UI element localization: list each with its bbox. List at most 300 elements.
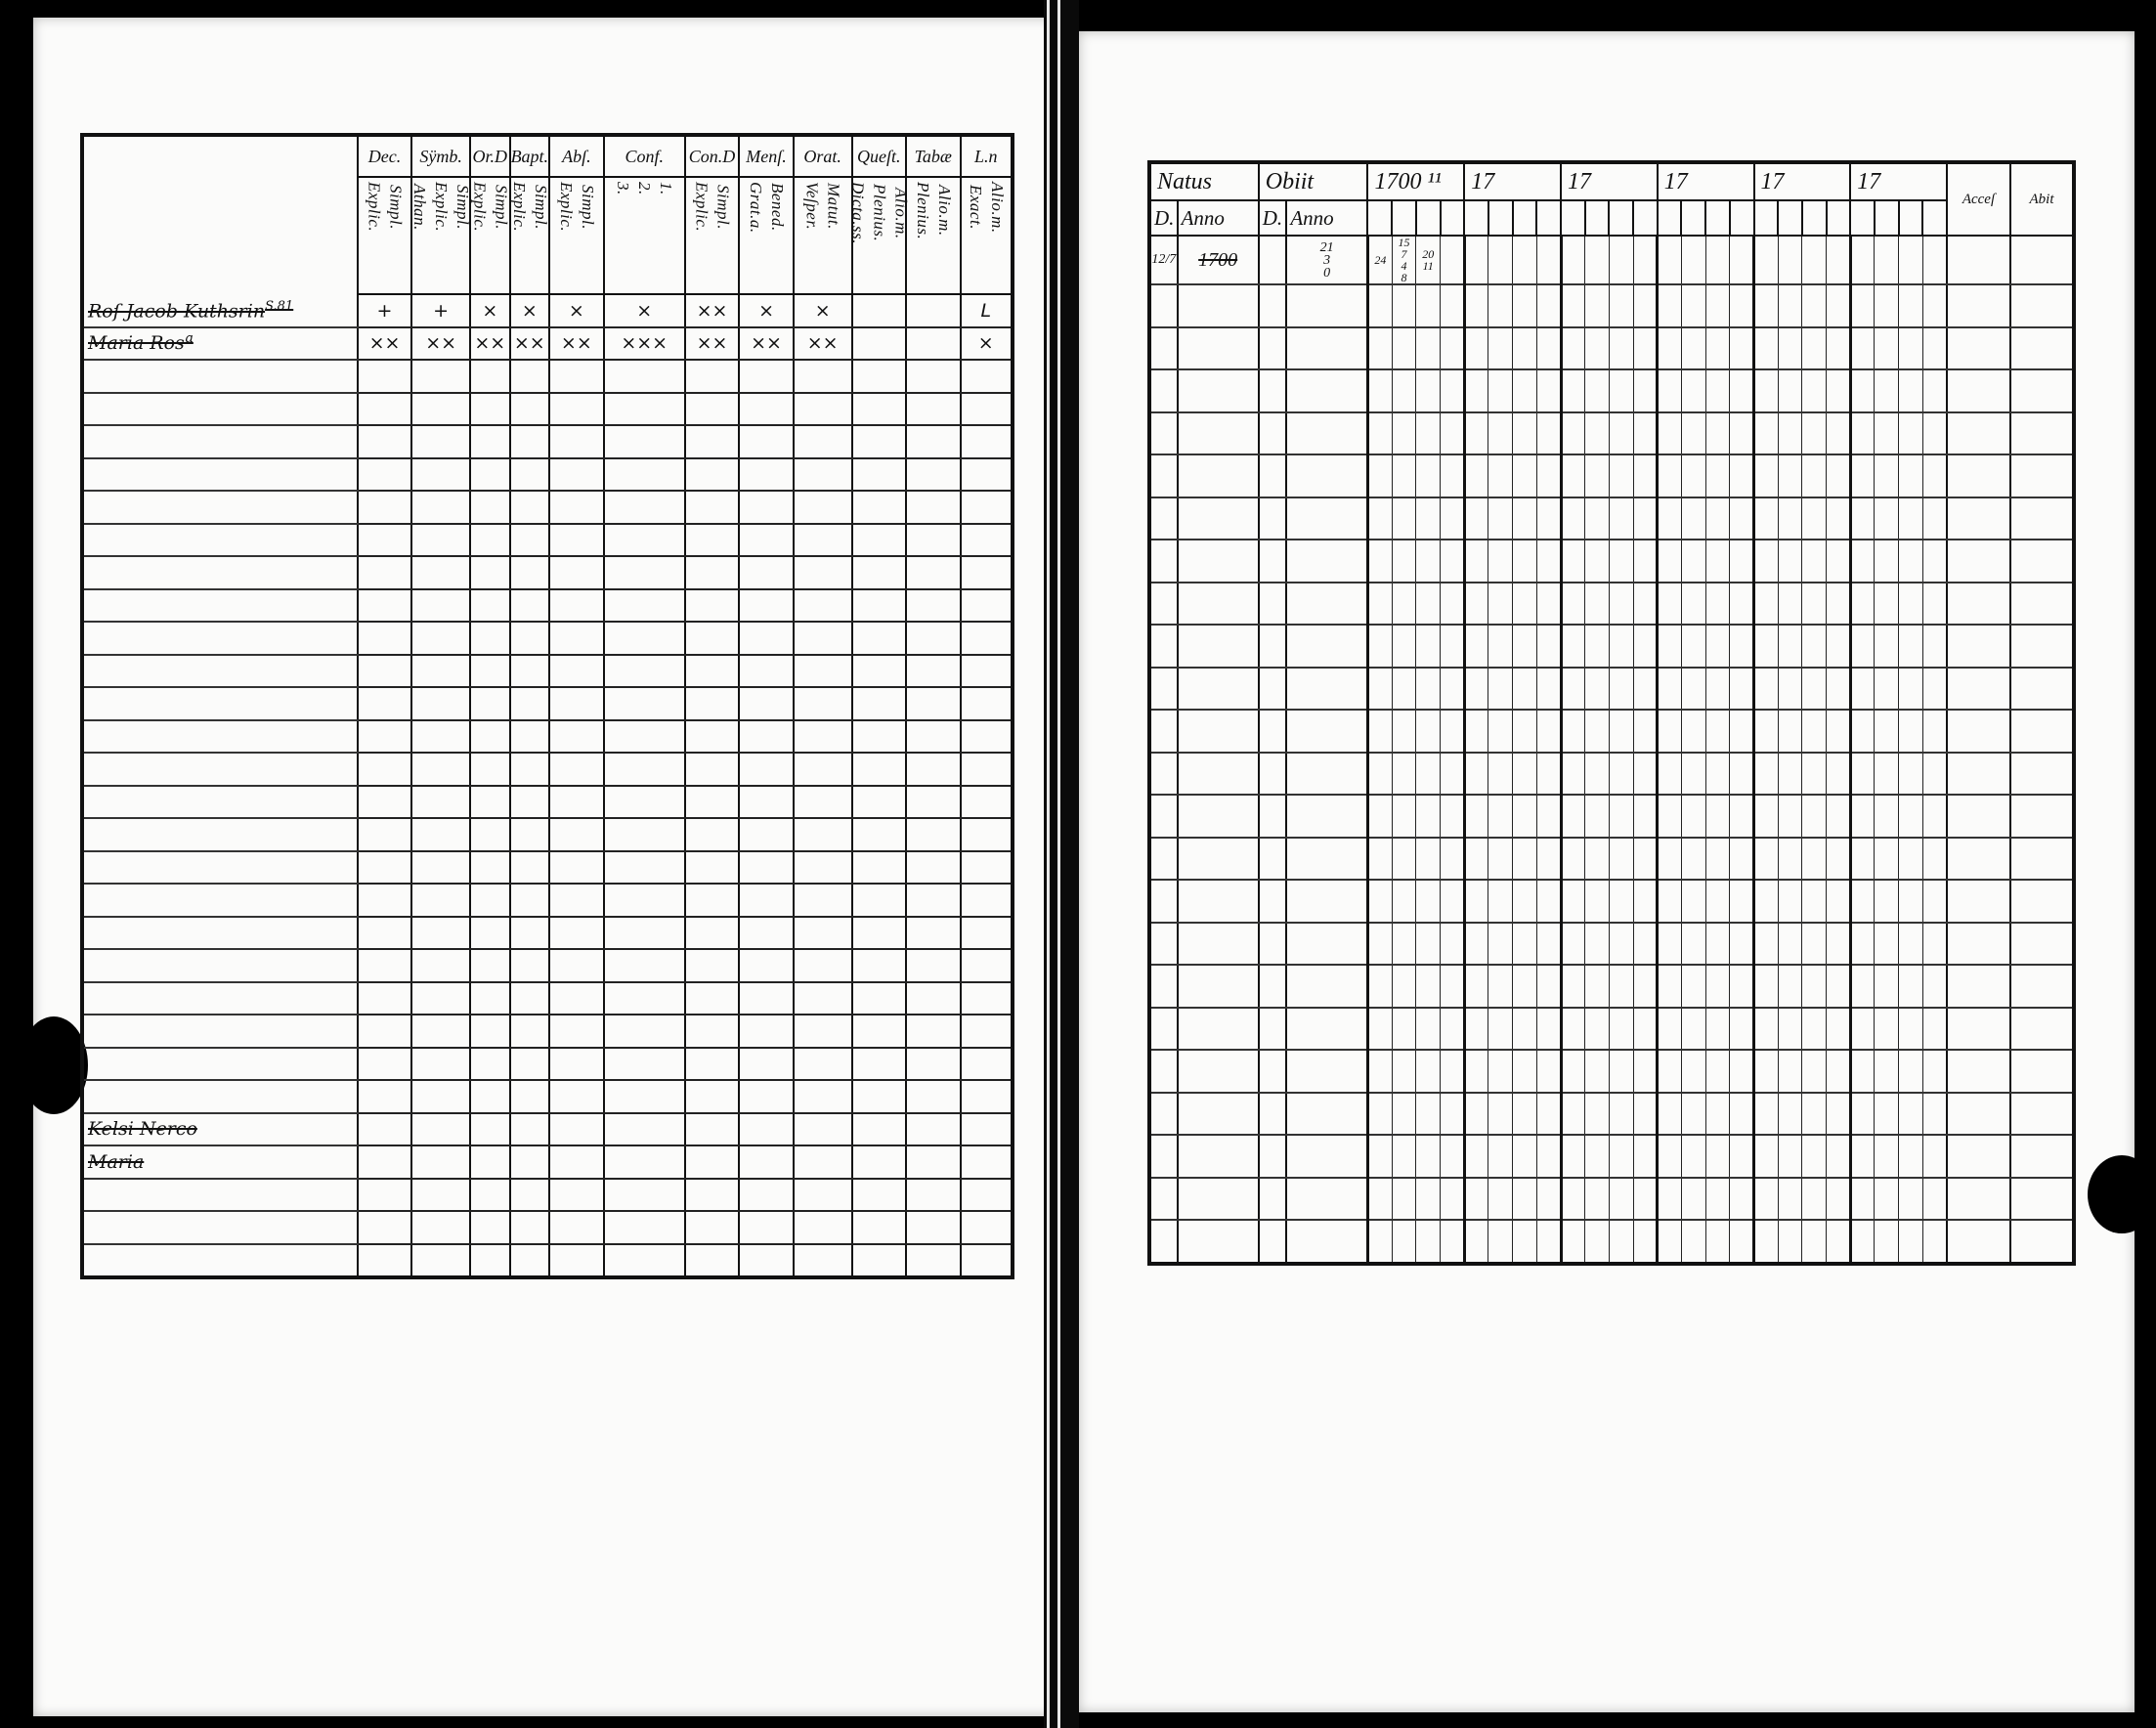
register-cell [1947,1050,2010,1093]
register-cell [1778,1008,1802,1051]
mark-cell [906,753,960,786]
mark-cell [794,425,852,458]
tick-mark: ×× [425,332,457,355]
mark-cell [852,327,906,361]
register-cell [1367,795,1392,838]
register-cell [1392,327,1416,370]
register-cell [1178,412,1259,455]
register-row [1149,1178,2074,1221]
register-cell [1367,583,1392,626]
register-cell [1513,1093,1537,1136]
register-cell [1730,540,1754,583]
register-cell [1178,497,1259,540]
column-group-header: Sÿmb. [411,135,470,177]
register-cell [1922,838,1947,881]
mark-cell [794,1048,852,1081]
mark-cell [906,949,960,982]
register-cell [1802,327,1827,370]
register-cell [1827,625,1851,668]
mark-cell [604,524,685,557]
mark-cell [470,524,510,557]
subheader-stack [848,178,911,244]
register-cell [1513,668,1537,711]
mark-cell [510,393,550,426]
register-cell [1392,668,1416,711]
mark-cell [794,1179,852,1212]
mark-cell [470,917,510,950]
name-cell [82,1145,358,1179]
subheader-label: Exact. [966,185,985,231]
register-cell [1850,795,1875,838]
mark-cell [852,1015,906,1048]
mark-cell [604,818,685,851]
register-cell [1367,1178,1392,1221]
register-cell [1392,923,1416,966]
register-cell [1609,284,1633,327]
register-cell [1536,540,1561,583]
register-cell [2010,497,2074,540]
register-cell [1392,284,1416,327]
mark-cell [510,622,550,655]
mark-cell [685,720,739,754]
mark-cell [794,294,852,327]
register-cell [2010,923,2074,966]
mark-cell [470,949,510,982]
register-cell [1658,838,1682,881]
register-cell [1367,668,1392,711]
register-cell [1416,1135,1441,1178]
register-cell [1513,838,1537,881]
mark-cell [852,589,906,623]
register-cell [1286,880,1367,923]
register-cell [1536,1178,1561,1221]
register-cell [1778,1050,1802,1093]
register-cell [1850,497,1875,540]
mark-cell [604,786,685,819]
mark-cell [470,458,510,492]
register-cell [1259,284,1287,327]
register-cell [1850,454,1875,497]
register-cell [1681,965,1705,1008]
register-cell [1899,1220,1923,1264]
register-cell [1441,668,1465,711]
register-cell [1633,1220,1658,1264]
name-cell [82,393,358,426]
register-cell [1827,668,1851,711]
mark-cell [510,917,550,950]
name-cell [82,294,358,327]
register-cell [1681,369,1705,412]
register-cell [1633,753,1658,796]
mark-cell [358,589,411,623]
mark-cell [906,1080,960,1113]
register-cell [1609,1178,1633,1221]
register-cell [1778,327,1802,370]
column-group-header: Abſ. [549,135,603,177]
mark-cell [358,393,411,426]
mark-cell [961,1080,1013,1113]
subheader-stack [686,178,738,232]
register-cell [1658,327,1682,370]
mark-cell [470,360,510,393]
register-row [82,949,1013,982]
mark-cell [852,949,906,982]
register-cell [1754,880,1779,923]
mark-cell [685,1211,739,1244]
subheader-label: Explic. [509,182,529,233]
register-cell [1416,1008,1441,1051]
register-cell [1681,497,1705,540]
tick-mark: × [482,299,498,322]
name-cell [82,458,358,492]
subheader-stack [550,178,602,232]
register-cell [1609,497,1633,540]
mark-cell [852,655,906,688]
register-cell [1178,753,1259,796]
obiit-value: 3 [1323,252,1331,268]
register-cell [1633,838,1658,881]
mark-cell [549,949,603,982]
mark-cell [794,982,852,1015]
mark-cell [739,720,793,754]
register-cell [1149,284,1178,327]
register-cell [1705,923,1730,966]
name-cell [82,1113,358,1146]
mark-cell [906,1145,960,1179]
subheader-label: Veſper. [802,182,822,231]
mark-cell [549,589,603,623]
register-cell [2010,236,2074,284]
register-cell [1286,284,1367,327]
mark-cell [739,851,793,885]
mark-cell [470,786,510,819]
register-cell [1899,369,1923,412]
mark-cell [470,1211,510,1244]
mark-cell [906,327,960,361]
register-cell [1513,1135,1537,1178]
mark-cell [549,1080,603,1113]
register-cell [1899,753,1923,796]
register-cell [1464,454,1488,497]
register-cell [1609,369,1633,412]
mark-cell [852,556,906,589]
register-cell [1778,1135,1802,1178]
mark-cell [358,524,411,557]
mark-cell [470,1048,510,1081]
mark-cell [604,1244,685,1278]
register-row [1149,753,2074,796]
register-cell [1850,284,1875,327]
mark-cell [739,425,793,458]
register-cell [1681,236,1705,284]
register-cell [1681,1178,1705,1221]
register-cell [1875,625,1899,668]
register-cell [1149,1135,1178,1178]
register-cell [1827,965,1851,1008]
register-cell [1585,880,1610,923]
register-cell [1416,923,1441,966]
mark-cell [794,1145,852,1179]
year-subcolumn-header [1705,200,1730,236]
mark-cell [739,1244,793,1278]
column-subheader-cell [510,177,550,294]
register-cell [1259,369,1287,412]
register-cell [1633,710,1658,753]
register-cell [1922,284,1947,327]
mark-cell [470,1244,510,1278]
register-cell [1827,540,1851,583]
register-row [82,524,1013,557]
register-cell [1850,668,1875,711]
register-cell [2010,880,2074,923]
subheader-label: 1. [657,182,676,195]
register-cell [1149,965,1178,1008]
year-subcolumn-header [1464,200,1488,236]
register-cell [1464,327,1488,370]
register-cell [1536,369,1561,412]
mark-cell [739,360,793,393]
register-cell [1658,1008,1682,1051]
year-subcolumn-header [1875,200,1899,236]
year-group-header [1754,162,1851,200]
mark-cell [685,622,739,655]
subheader-label: Simpl. [492,184,511,230]
register-cell [1802,540,1827,583]
subheader-label: Bened. [768,183,788,233]
mark-cell [739,1048,793,1081]
mark-cell [549,786,603,819]
mark-cell [411,1211,470,1244]
register-row [1149,1093,2074,1136]
mark-cell [470,556,510,589]
register-cell [1416,454,1441,497]
mark-cell [510,1048,550,1081]
register-row [1149,1050,2074,1093]
register-cell [1149,753,1178,796]
register-cell [1899,497,1923,540]
register-cell [1585,625,1610,668]
register-cell [1536,327,1561,370]
register-cell [1513,795,1537,838]
register-cell [1850,1008,1875,1051]
register-cell [1259,1220,1287,1264]
register-cell [1367,327,1392,370]
register-cell [1705,838,1730,881]
register-cell [1827,795,1851,838]
register-cell [1149,1050,1178,1093]
register-cell [1802,412,1827,455]
mark-cell [906,851,960,885]
register-cell [1730,625,1754,668]
mark-cell [906,917,960,950]
register-cell [1609,753,1633,796]
obiit-value: 21 [1319,239,1334,255]
mark-cell [685,1244,739,1278]
register-cell [1609,327,1633,370]
register-cell [1947,1093,2010,1136]
column-group-header: Queſt. [852,135,906,177]
register-cell [1488,710,1513,753]
register-cell [1899,1050,1923,1093]
mark-cell [358,786,411,819]
register-cell [1392,1135,1416,1178]
name-annotation: S.81 [265,298,294,314]
register-cell [1681,668,1705,711]
catechism-register-table [80,133,1014,1279]
mark-cell [510,851,550,885]
register-cell [1827,236,1851,284]
register-cell [1705,497,1730,540]
mark-cell [906,458,960,492]
year-subcolumn-header [1392,200,1416,236]
mark-cell [549,982,603,1015]
register-cell [1754,1178,1779,1221]
register-row [82,1244,1013,1278]
mark-cell [794,720,852,754]
mark-cell [739,622,793,655]
name-column-subheader [82,177,358,294]
subheader-label: Explic. [432,182,452,233]
mark-cell [685,360,739,393]
register-cell [1658,880,1682,923]
register-cell [2010,327,2074,370]
register-cell [1367,1220,1392,1264]
register-cell [1286,327,1367,370]
register-cell [2010,753,2074,796]
mark-cell [358,982,411,1015]
register-cell [1850,1220,1875,1264]
register-cell [1922,583,1947,626]
register-cell [1536,710,1561,753]
register-cell [1464,1093,1488,1136]
column-subheader-cell [906,177,960,294]
subheader-label: 2. [635,182,655,195]
register-cell [1416,540,1441,583]
register-cell [1149,412,1178,455]
mark-cell [794,655,852,688]
register-cell [1705,412,1730,455]
mark-cell [906,1015,960,1048]
subheader-label: Alio.m. [934,185,954,237]
register-row [1149,923,2074,966]
register-cell [1488,236,1513,284]
register-cell [1875,1220,1899,1264]
register-cell [1922,625,1947,668]
subheader-label: Plenius. [870,184,889,242]
name-column-header [82,135,358,177]
mark-cell [411,589,470,623]
register-cell [1392,965,1416,1008]
register-cell [1392,710,1416,753]
register-cell [2010,583,2074,626]
subheader-label: Alio.m. [987,182,1007,234]
register-cell [1875,795,1899,838]
mark-cell [794,622,852,655]
register-cell [1149,583,1178,626]
register-cell [1705,1008,1730,1051]
register-cell [1802,838,1827,881]
register-cell [1802,880,1827,923]
register-cell [1947,454,2010,497]
register-cell [1286,625,1367,668]
register-cell [1658,625,1682,668]
mark-cell [411,917,470,950]
mark-cell [549,1048,603,1081]
mark-cell [510,818,550,851]
mark-cell [510,360,550,393]
register-cell [1513,753,1537,796]
tick-mark: ×× [368,332,401,355]
register-cell [1259,1178,1287,1221]
register-cell [1561,710,1585,753]
register-cell [1922,668,1947,711]
register-cell [1488,327,1513,370]
register-cell [1658,923,1682,966]
register-cell [1730,1220,1754,1264]
mark-cell [358,1080,411,1113]
mark-cell [604,327,685,361]
register-cell [1875,284,1899,327]
register-row [82,720,1013,754]
register-cell [1286,668,1367,711]
mark-cell [685,491,739,524]
register-cell [1827,923,1851,966]
register-cell [1730,880,1754,923]
register-cell [1536,838,1561,881]
register-row [82,1113,1013,1146]
register-cell [1754,327,1779,370]
mark-cell [411,327,470,361]
register-cell [1730,327,1754,370]
register-cell [1561,454,1585,497]
register-cell [1633,327,1658,370]
register-cell [1149,625,1178,668]
name-cell [82,655,358,688]
register-cell [1778,710,1802,753]
register-cell [1585,710,1610,753]
mark-cell [794,851,852,885]
register-cell [1367,454,1392,497]
register-cell [1416,880,1441,923]
register-cell [1561,540,1585,583]
register-cell [1178,625,1259,668]
mark-cell [604,1048,685,1081]
register-cell [1633,880,1658,923]
register-cell [2010,284,2074,327]
register-row [1149,236,2074,284]
mark-cell [794,1113,852,1146]
register-cell [1609,880,1633,923]
register-cell [1286,1135,1367,1178]
register-cell [1585,838,1610,881]
mark-cell [510,458,550,492]
year-subcolumn-header [1899,200,1923,236]
register-row [1149,1220,2074,1264]
register-cell [1633,1008,1658,1051]
register-cell [1149,795,1178,838]
register-cell [1658,412,1682,455]
mark-cell [685,884,739,917]
register-cell [1441,923,1465,966]
register-cell [1875,583,1899,626]
register-cell [1875,454,1899,497]
year-subcolumn-header [1536,200,1561,236]
mark-cell [961,622,1013,655]
mark-cell [510,294,550,327]
mark-cell [906,1244,960,1278]
register-row [82,327,1013,361]
name-cell [82,786,358,819]
